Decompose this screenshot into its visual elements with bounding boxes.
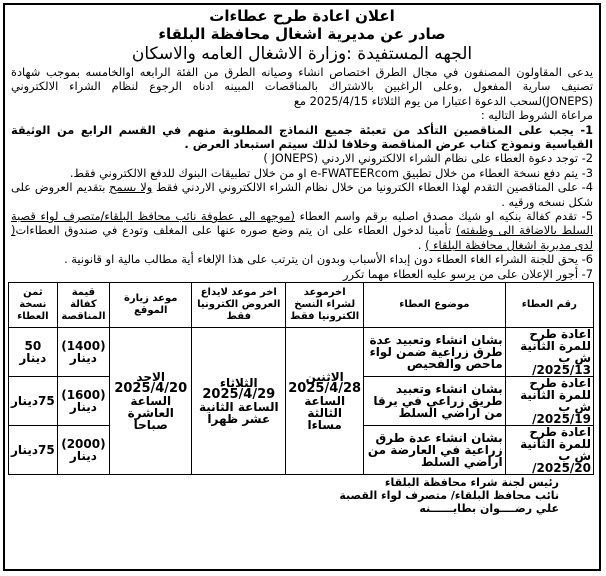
condition-2: 2- توجد دعوة العطاء على نظام الشراء الالكتروني الاردني (JONEPS ) — [263, 151, 593, 166]
price-unit: دينار — [19, 351, 47, 366]
announcement-title: اعلان اعادة طرح عطاءات — [209, 7, 395, 25]
site-visit-cell — [110, 328, 192, 475]
price-value: 50 — [24, 339, 42, 354]
beneficiary-line: الجهه المستفيدة :وزارة الاشغال العامه والاسكان — [131, 44, 473, 64]
intro-paragraph: يدعى المقاولون المصنفون في مجال الطرق اختصاص انشاء وصيانه الطرق من الفئة الرابعه اوالخامسه بموجب شهادة تصنيف سارية المفعول ,وعلى الراغبين بالاشتراك بالمناقصات المبينه ادناه الرجوع لنظام الشراء الالكتروني (JONEPS)لسحب الدعوة اعتبارا من يوم الثلاثاء 2025/4/15 مع — [11, 65, 593, 108]
condition-4-text: 4- على المناقصين التقدم لهذا العطاء الكترونيا من خلال نظام الشراء الالكتروني الاردني فقط — [152, 180, 594, 195]
subject-cell: بشان انشاء وتعبيد عدة طرق زراعية ضمن لواء ماحص والفحيص — [364, 328, 506, 377]
guarantee-unit: دينار — [69, 400, 97, 415]
col-subject: موضوع العطاء — [364, 283, 506, 328]
price-cell — [9, 426, 58, 475]
purchase-time: الساعة الثالثة مساءا — [304, 394, 346, 433]
guarantee-cell — [57, 377, 109, 426]
condition-6: 6- يحق للجنة الشراء الغاء العطاء دون إبداء الأسباب وبدون ان يترتب على هذا الإلغاء أية مطالب مالية او قانونية . — [64, 252, 593, 267]
tender-no-cell: اعادة طرح للمرة الثانية ش ب 2025/20/ — [505, 426, 593, 475]
condition-4-underlined: ولا يسمح — [109, 180, 153, 195]
guarantee-unit: دينار — [69, 351, 97, 366]
guarantee-value: (1400) — [61, 339, 106, 354]
tender-announcement — [3, 3, 601, 571]
condition-4-tail: بتقديم العروض على شكل نسخه ورقيه . — [11, 180, 593, 209]
purchase-day: الاثنين — [305, 370, 344, 385]
table-header-row — [9, 283, 594, 328]
condition-7: 7- أجور الإعلان على من يرسو عليه العطاء مهما تكرر — [343, 266, 593, 281]
guarantee-value: (1600) — [61, 388, 106, 403]
condition-5-addressee: (موجهه الى عطوفة نائب محافظ البلقاء/متصرف لواء قصبة السلط بالاضافة الى وظيفته) — [11, 209, 593, 238]
price-unit: دينار — [11, 443, 38, 458]
conditions-heading: مراعاة الشروط التاليه : — [480, 108, 593, 123]
condition-5-middle: تأمينا لدخول العطاء على ان يتم وضع صوره عنها على المغلف وتودع في صندوق العطاءات — [15, 223, 456, 238]
submit-day: الثلاثاء — [219, 376, 258, 391]
guarantee-unit: دينار — [69, 449, 97, 464]
guarantee-cell — [57, 426, 109, 475]
col-site-visit: موعد زيارة الموقع — [110, 283, 192, 328]
price-value: 75 — [37, 443, 55, 458]
subject-cell: بشان انشاء وتعبيد طريق زراعي في يرقا من اراضي السلط — [364, 377, 506, 426]
col-guarantee: قيمة كفالة المناقصة — [57, 283, 109, 328]
condition-5-location: ( لدى مديرية اشغال محافظة البلقاء ) — [11, 223, 593, 252]
submit-time: الساعة الثانية عشر ظهرا — [198, 400, 279, 427]
site-visit-date: 2025/4/20 — [114, 381, 188, 397]
col-purchase-date: اخرموعد لشراء النسخ الكترونيا فقط — [286, 283, 364, 328]
condition-4 — [11, 180, 593, 209]
price-cell — [9, 377, 58, 426]
price-value: 75 — [37, 394, 55, 409]
purchase-date-cell — [286, 328, 364, 475]
table-row — [9, 328, 594, 377]
col-submit-date: اخر موعد لايداع العروض الكترونيا فقط — [192, 283, 286, 328]
col-price: ثمن نسخة العطاء — [9, 283, 58, 328]
condition-5 — [11, 209, 593, 252]
subject-cell: بشان انشاء عدة طرق زراعية في العارضة من اراضي السلط — [364, 426, 506, 475]
submit-date: 2025/4/29 — [202, 387, 276, 403]
signature-block — [5, 476, 599, 515]
signature-title: رئيس لجنة شراء محافظة البلقاء — [384, 476, 559, 490]
signature-role: نائب محافظ البلقاء/ متصرف لواء القصبة — [339, 489, 559, 503]
condition-5-text: 5- تقدم كفالة بنكيه او شيك مصدق اصليه برقم واسم العطاء — [294, 209, 593, 224]
signature-name: علي رضــــوان بطايــــــنه — [419, 502, 559, 516]
tenders-table — [8, 282, 594, 475]
tender-no-cell: اعادة طرح للمرة الثانية ش ب 2025/19/ — [505, 377, 593, 426]
announcement-body — [5, 65, 599, 281]
site-visit-time: الساعة العاشرة صباحا — [127, 394, 174, 433]
condition-5-end: . — [417, 237, 426, 252]
price-unit: دينار — [11, 394, 38, 409]
condition-1: 1- يجب على المناقصين التأكد من تعبئة جميع النماذج المطلوبة منهم في القسم الرابع من الوثيقة القياسية ونموذج كتاب عرض المناقصة وخلافا لذلك سيتم استبعاد العرض . — [11, 122, 593, 152]
site-visit-day: الاحد — [136, 370, 166, 385]
submit-date-cell — [192, 328, 286, 475]
col-tender-no: رقم العطاء — [505, 283, 593, 328]
purchase-date: 2025/4/28 — [288, 381, 362, 397]
guarantee-cell — [57, 328, 109, 377]
guarantee-value: (2000) — [61, 437, 106, 452]
price-cell — [9, 328, 58, 377]
tender-no-cell: اعادة طرح للمرة الثانية ش ب 2025/13/ — [505, 328, 593, 377]
issuer-line: صادر عن مديرية اشغال محافظة البلقاء — [158, 25, 446, 43]
condition-3: 3- يتم دفع نسخة العطاء من خلال تطبيق e-FWATEERcom او من خلال تطبيقات البنوك للدفع الالكتروني فقط. — [69, 165, 593, 180]
